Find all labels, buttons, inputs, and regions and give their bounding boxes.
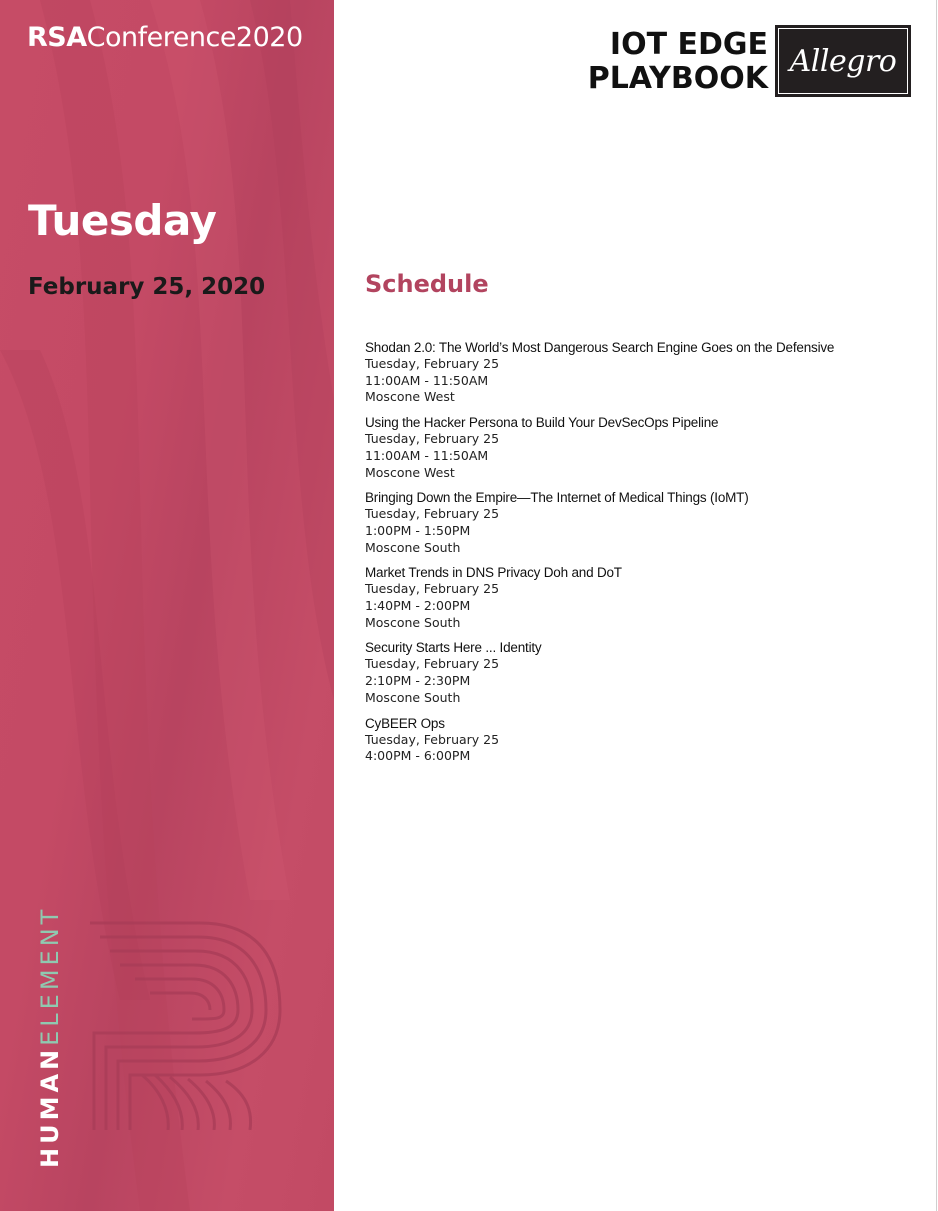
title-line-1: IOT EDGE [609,27,768,62]
session-time: 11:00AM - 11:50AM [365,372,489,388]
session-date: Tuesday, February 25 [365,656,500,672]
session-location: Moscone South [365,539,461,555]
session-title: Shodan 2.0: The World’s Most Dangerous Search Engine Goes on the Defensive [365,340,835,355]
fingerprint-graphic [80,915,290,1130]
sidebar [0,0,334,1211]
logo-rsa-text: RSA [27,22,87,53]
tagline-element: ELEMENT [36,905,64,1046]
session-location: Moscone South [365,614,461,630]
logo-conference-text: Conference2020 [86,22,303,53]
tagline-human: HUMAN [36,1045,64,1168]
title-line-2: PLAYBOOK [587,61,768,96]
schedule-heading: Schedule [365,270,489,298]
allegro-logo [775,25,911,97]
allegro-logo-text: Allegro [789,43,897,79]
day-title: Tuesday [28,196,217,245]
session-date: Tuesday, February 25 [365,506,500,522]
session-time: 1:40PM - 2:00PM [365,598,471,614]
session-list [365,339,925,773]
session-location: Moscone West [365,464,455,480]
session-time: 11:00AM - 11:50AM [365,447,489,463]
session-time: 2:10PM - 2:30PM [365,673,471,689]
session-item [365,564,925,631]
page-edge [936,0,937,1211]
session-item [365,715,925,765]
session-time: 1:00PM - 1:50PM [365,522,471,538]
session-item [365,414,925,481]
session-item [365,489,925,556]
session-date: Tuesday, February 25 [365,356,500,371]
session-title: Market Trends in DNS Privacy Doh and DoT [365,565,622,581]
session-date: Tuesday, February 25 [365,431,500,447]
session-title: Bringing Down the Empire—The Internet of Medical Things (IoMT) [365,490,749,506]
session-location: Moscone West [365,389,455,405]
session-location: Moscone South [365,689,461,705]
session-item [365,639,925,706]
rsa-conference-logo [27,22,303,53]
session-title: CyBEER Ops [365,715,445,731]
session-item [365,339,925,406]
session-date: Tuesday, February 25 [365,731,500,747]
date-line: February 25, 2020 [28,274,266,300]
session-date: Tuesday, February 25 [365,581,500,597]
playbook-title [588,28,768,96]
session-title: Using the Hacker Persona to Build Your DevSecOps Pipeline [365,415,719,431]
human-element-tagline [36,906,64,1168]
session-time: 4:00PM - 6:00PM [365,748,471,764]
session-title: Security Starts Here ... Identity [365,640,542,656]
